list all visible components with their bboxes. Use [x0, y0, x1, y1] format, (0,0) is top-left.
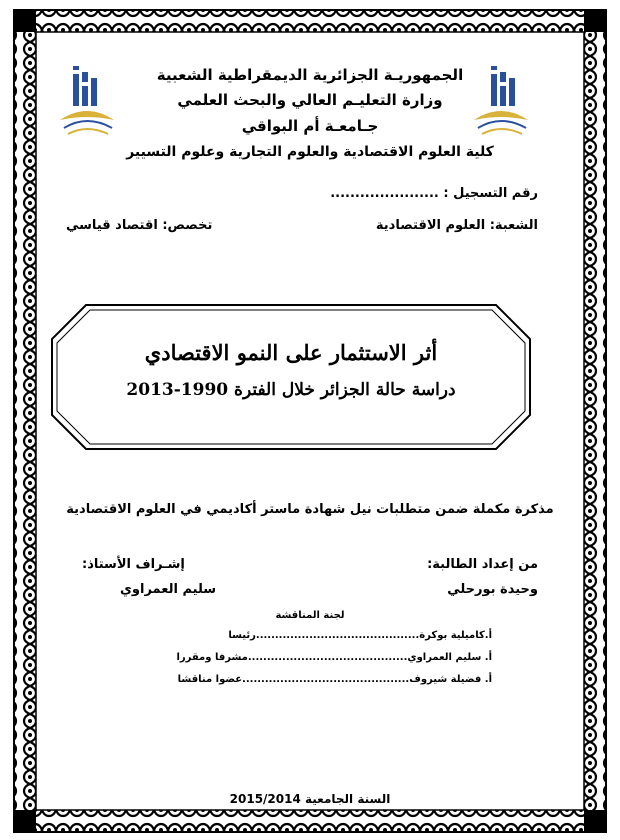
- header-republic: الجمهوريـة الجزائرية الديمقراطية الشعبية: [156, 66, 464, 84]
- committee-member-2: [176, 652, 492, 663]
- registration-number: [330, 186, 538, 201]
- header-ministry: وزارة التعليـم العالي والبحث العلمي: [177, 91, 443, 109]
- committee-member-role: مشرفا ومقررا: [176, 652, 248, 663]
- committee-member-role: رئيسا: [228, 630, 256, 641]
- academic-year: السنة الجامعية 2015/2014: [229, 792, 391, 806]
- committee-member-name: أ. فضيلة شيروف: [409, 674, 492, 685]
- committee-member-role: عضوا مناقشا: [177, 674, 243, 685]
- specialty-label: تخصص: اقتصاد قياسي: [66, 218, 213, 233]
- committee-member-dots: ............................................: [242, 674, 410, 685]
- supervisor-label: إشـراف الأستاذ:: [82, 557, 185, 572]
- committee-member-3: [178, 674, 492, 685]
- header-faculty: كلية العلوم الاقتصادية والعلوم التجارية وعلوم التسيير: [126, 144, 494, 160]
- branch-label: الشعبة: العلوم الاقتصادية: [375, 218, 538, 233]
- thesis-title: أثر الاستثمار على النمو الاقتصادي: [144, 340, 438, 365]
- committee-title: لجنة المناقشة: [275, 610, 345, 621]
- committee-member-name: أ.كاميلية بوكرة: [419, 630, 492, 641]
- thesis-degree-note: مذكرة مكملة ضمن متطلبات نيل شهادة ماستر أكاديمي في العلوم الاقتصادية: [66, 502, 554, 517]
- student-label: من إعداد الطالبة:: [427, 557, 538, 572]
- supervisor-name: سليم العمراوي: [120, 582, 217, 597]
- title-box-frame: [50, 303, 532, 451]
- student-name: وحيدة بورحلي: [447, 582, 538, 597]
- committee-member-dots: ...........................................: [255, 630, 420, 641]
- registration-label: رقم التسجيل :: [443, 186, 538, 201]
- header-university: جـامعـة أم البواقي: [241, 117, 379, 135]
- committee-member-dots: ..........................................: [247, 652, 408, 663]
- committee-member-1: [228, 630, 492, 641]
- registration-dots: ......................: [330, 186, 439, 201]
- committee-member-name: أ. سليم العمراوي: [407, 652, 492, 663]
- thesis-subtitle: دراسة حالة الجزائر خلال الفترة 1990-2013: [126, 380, 456, 400]
